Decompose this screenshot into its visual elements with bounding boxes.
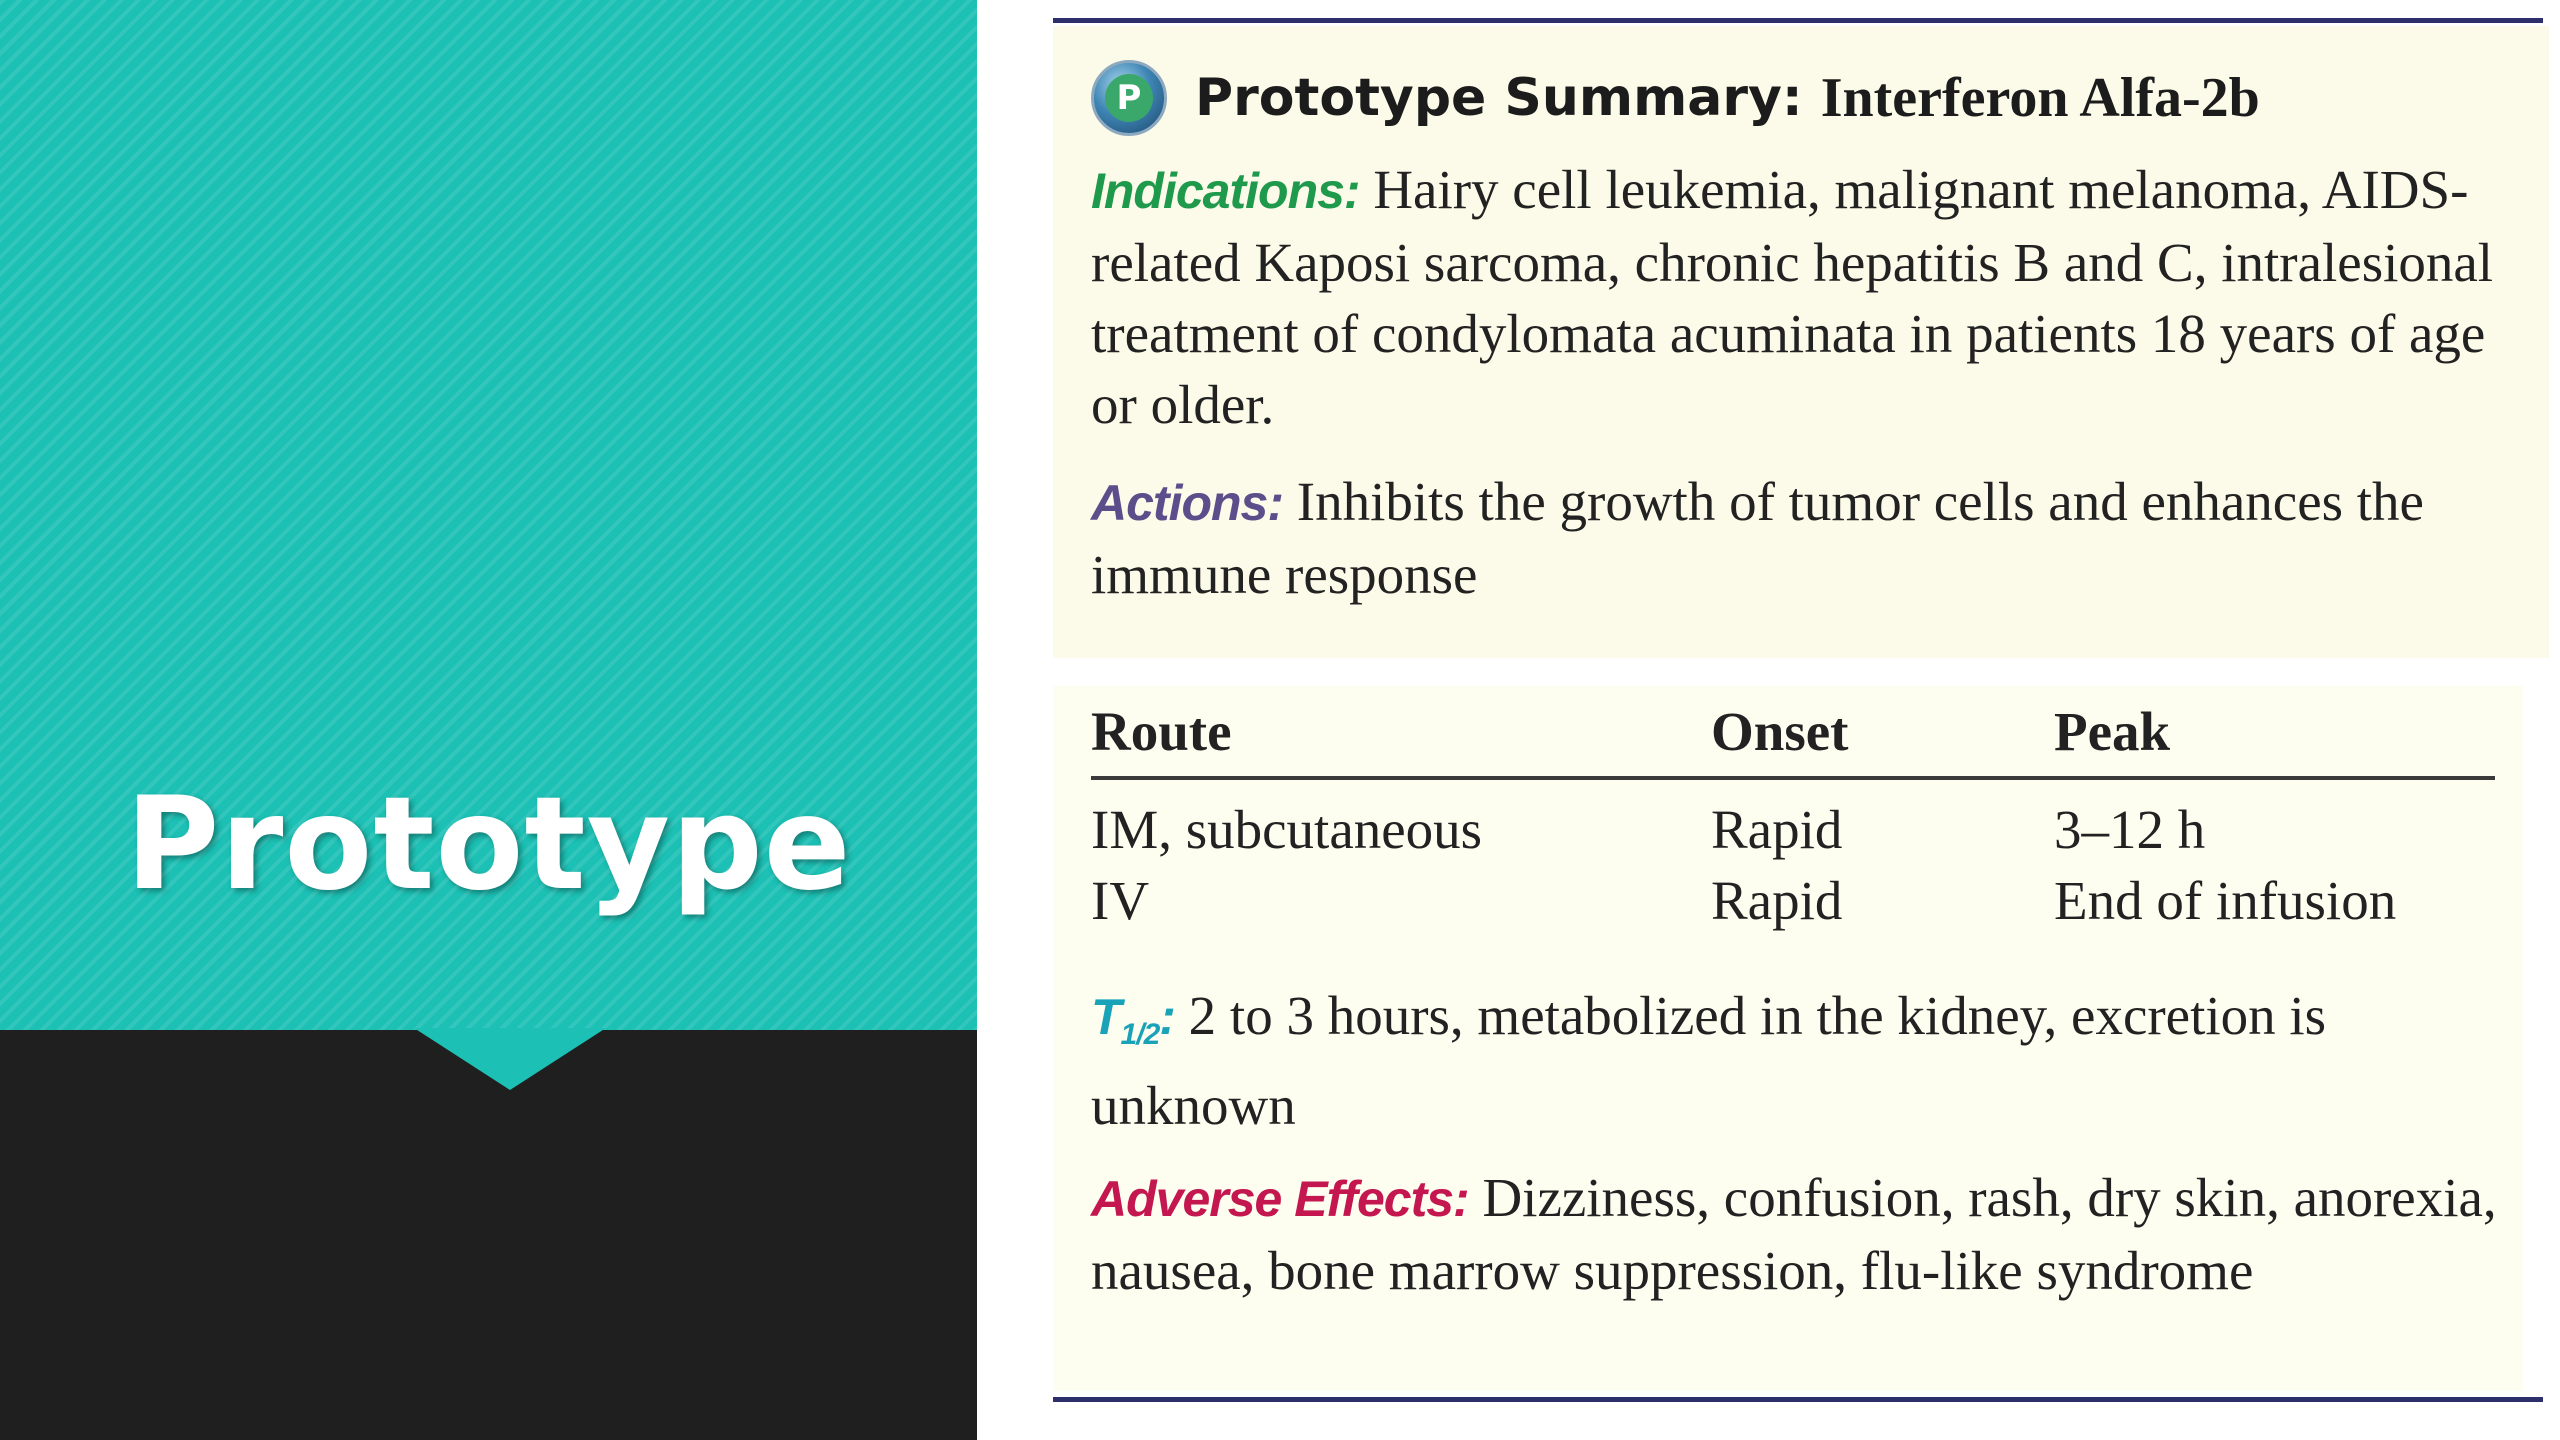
pk-table-header [1091,696,2491,768]
adverse-effects-label: Adverse Effects: [1091,1171,1469,1227]
cell-onset: Rapid [1711,870,1843,931]
top-rule [1053,18,2543,23]
cell-route: IV [1091,870,1150,931]
actions-paragraph [1091,466,2531,610]
half-life-paragraph [1091,980,2531,1141]
badge-letter: P [1105,74,1153,122]
cell-route: IM, subcutaneous [1091,799,1483,860]
adverse-effects-text: Dizziness, confusion, rash, dry skin, anorexia, nausea, bone marrow suppression, flu-like syndrome [1091,1167,2497,1301]
half-life-label-main: T [1091,989,1121,1045]
table-row [1091,794,2491,866]
summary-header [1091,58,2260,138]
half-life-text: 2 to 3 hours, metabolized in the kidney, excretion is unknown [1091,985,2327,1136]
header-onset: Onset [1711,701,1849,762]
cell-peak: 3–12 h [2054,799,2206,860]
adverse-effects-paragraph [1091,1162,2531,1306]
indications-paragraph [1091,154,2531,440]
half-life-label-sub: 1/2 [1120,1018,1160,1051]
header-route: Route [1091,701,1232,762]
table-header-divider [1091,776,2495,780]
summary-box [1053,26,2549,658]
summary-heading: Prototype Summary [1195,68,1782,128]
bottom-rule [1053,1397,2543,1402]
table-row [1091,865,2491,937]
cell-peak: End of infusion [2054,870,2397,931]
indications-text: Hairy cell leukemia, malignant melanoma, AIDS-related Kaposi sarcoma, chronic hepatitis B and C, intralesional treatment of condylomata acuminata in patients 18 years of age or older. [1091,159,2494,435]
header-peak: Peak [2054,701,2171,762]
left-panel [0,0,977,1440]
indications-label: Indications: [1091,163,1360,219]
prototype-badge-icon [1091,60,1167,136]
slide-title: Prototype [125,770,852,919]
actions-label: Actions: [1091,475,1283,531]
summary-heading-colon: : [1781,68,1803,128]
half-life-label-colon: : [1159,989,1175,1045]
half-life-label [1091,989,1175,1051]
actions-text: Inhibits the growth of tumor cells and enhances the immune response [1091,471,2424,605]
cell-onset: Rapid [1711,799,1843,860]
prototype-summary-document [1053,18,2549,1402]
drug-name: Interferon Alfa-2b [1820,67,2260,129]
teal-notch-arrow [414,1028,606,1090]
